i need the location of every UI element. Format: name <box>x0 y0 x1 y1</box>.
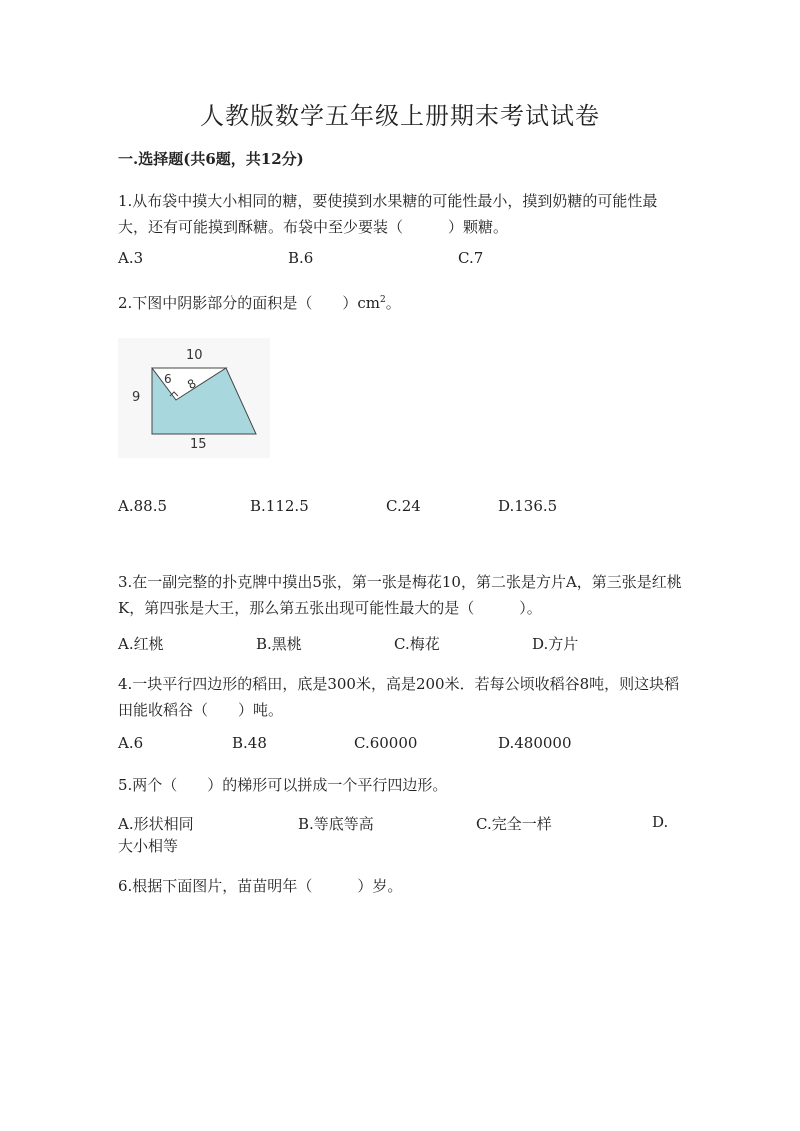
q1-option-c[interactable]: C.7 <box>458 249 484 267</box>
q4-option-d[interactable]: D.480000 <box>498 734 572 752</box>
q5-option-d-text: 大小相等 <box>118 837 179 855</box>
label-left: 9 <box>132 390 141 405</box>
q5-option-b[interactable]: B.等底等高 <box>298 815 374 833</box>
q2-option-b[interactable]: B.112.5 <box>250 497 309 515</box>
question-1: 1.从布袋中摸大小相同的糖，要使摸到水果糖的可能性最小，摸到奶糖的可能性最大，还有可能摸到酥糖。布袋中至少要装（ ）颗糖。 <box>118 192 658 236</box>
section-heading: 一.选择题(共6题，共12分) <box>118 150 304 168</box>
q2-option-a[interactable]: A.88.5 <box>118 497 167 515</box>
trapezoid-figure <box>118 338 270 458</box>
question-2-superscript: 2 <box>379 295 386 305</box>
label-bottom: 15 <box>190 437 207 452</box>
q5-option-a[interactable]: A.形状相同 <box>118 815 194 833</box>
question-3: 3.在一副完整的扑克牌中摸出5张，第一张是梅花10，第二张是方片A，第三张是红桃K，第四张是大王，那么第五张出现可能性最大的是（ ）。 <box>118 573 682 617</box>
q3-option-c[interactable]: C.梅花 <box>394 635 440 653</box>
question-6: 6.根据下面图片，苗苗明年（ ）岁。 <box>118 877 403 895</box>
q5-option-c[interactable]: C.完全一样 <box>476 815 552 833</box>
question-5: 5.两个（ ）的梯形可以拼成一个平行四边形。 <box>118 776 448 794</box>
q3-option-a[interactable]: A.红桃 <box>118 635 164 653</box>
q2-option-d[interactable]: D.136.5 <box>498 497 558 515</box>
page-title: 人教版数学五年级上册期末考试试卷 <box>200 102 600 130</box>
question-2 <box>118 287 684 316</box>
label-top: 10 <box>186 348 203 363</box>
question-2-end: 。 <box>385 294 401 312</box>
q3-option-d[interactable]: D.方片 <box>532 635 579 653</box>
label-diag2: 8 <box>185 376 199 393</box>
q4-option-b[interactable]: B.48 <box>232 734 267 752</box>
q1-option-b[interactable]: B.6 <box>288 249 314 267</box>
q1-option-a[interactable]: A.3 <box>118 249 144 267</box>
q2-option-c[interactable]: C.24 <box>386 497 421 515</box>
q4-option-a[interactable]: A.6 <box>118 734 144 752</box>
q4-option-c[interactable]: C.60000 <box>354 734 418 752</box>
label-diag1: 6 <box>164 372 172 386</box>
question-2-text: 2.下图中阴影部分的面积是（ ）cm <box>118 294 380 312</box>
q3-option-b[interactable]: B.黑桃 <box>256 635 302 653</box>
question-4: 4.一块平行四边形的稻田，底是300米，高是200米．若每公顷收稻谷8吨，则这块稻田能收稻谷（ ）吨。 <box>118 675 680 719</box>
q5-option-d[interactable]: D. <box>652 813 669 831</box>
